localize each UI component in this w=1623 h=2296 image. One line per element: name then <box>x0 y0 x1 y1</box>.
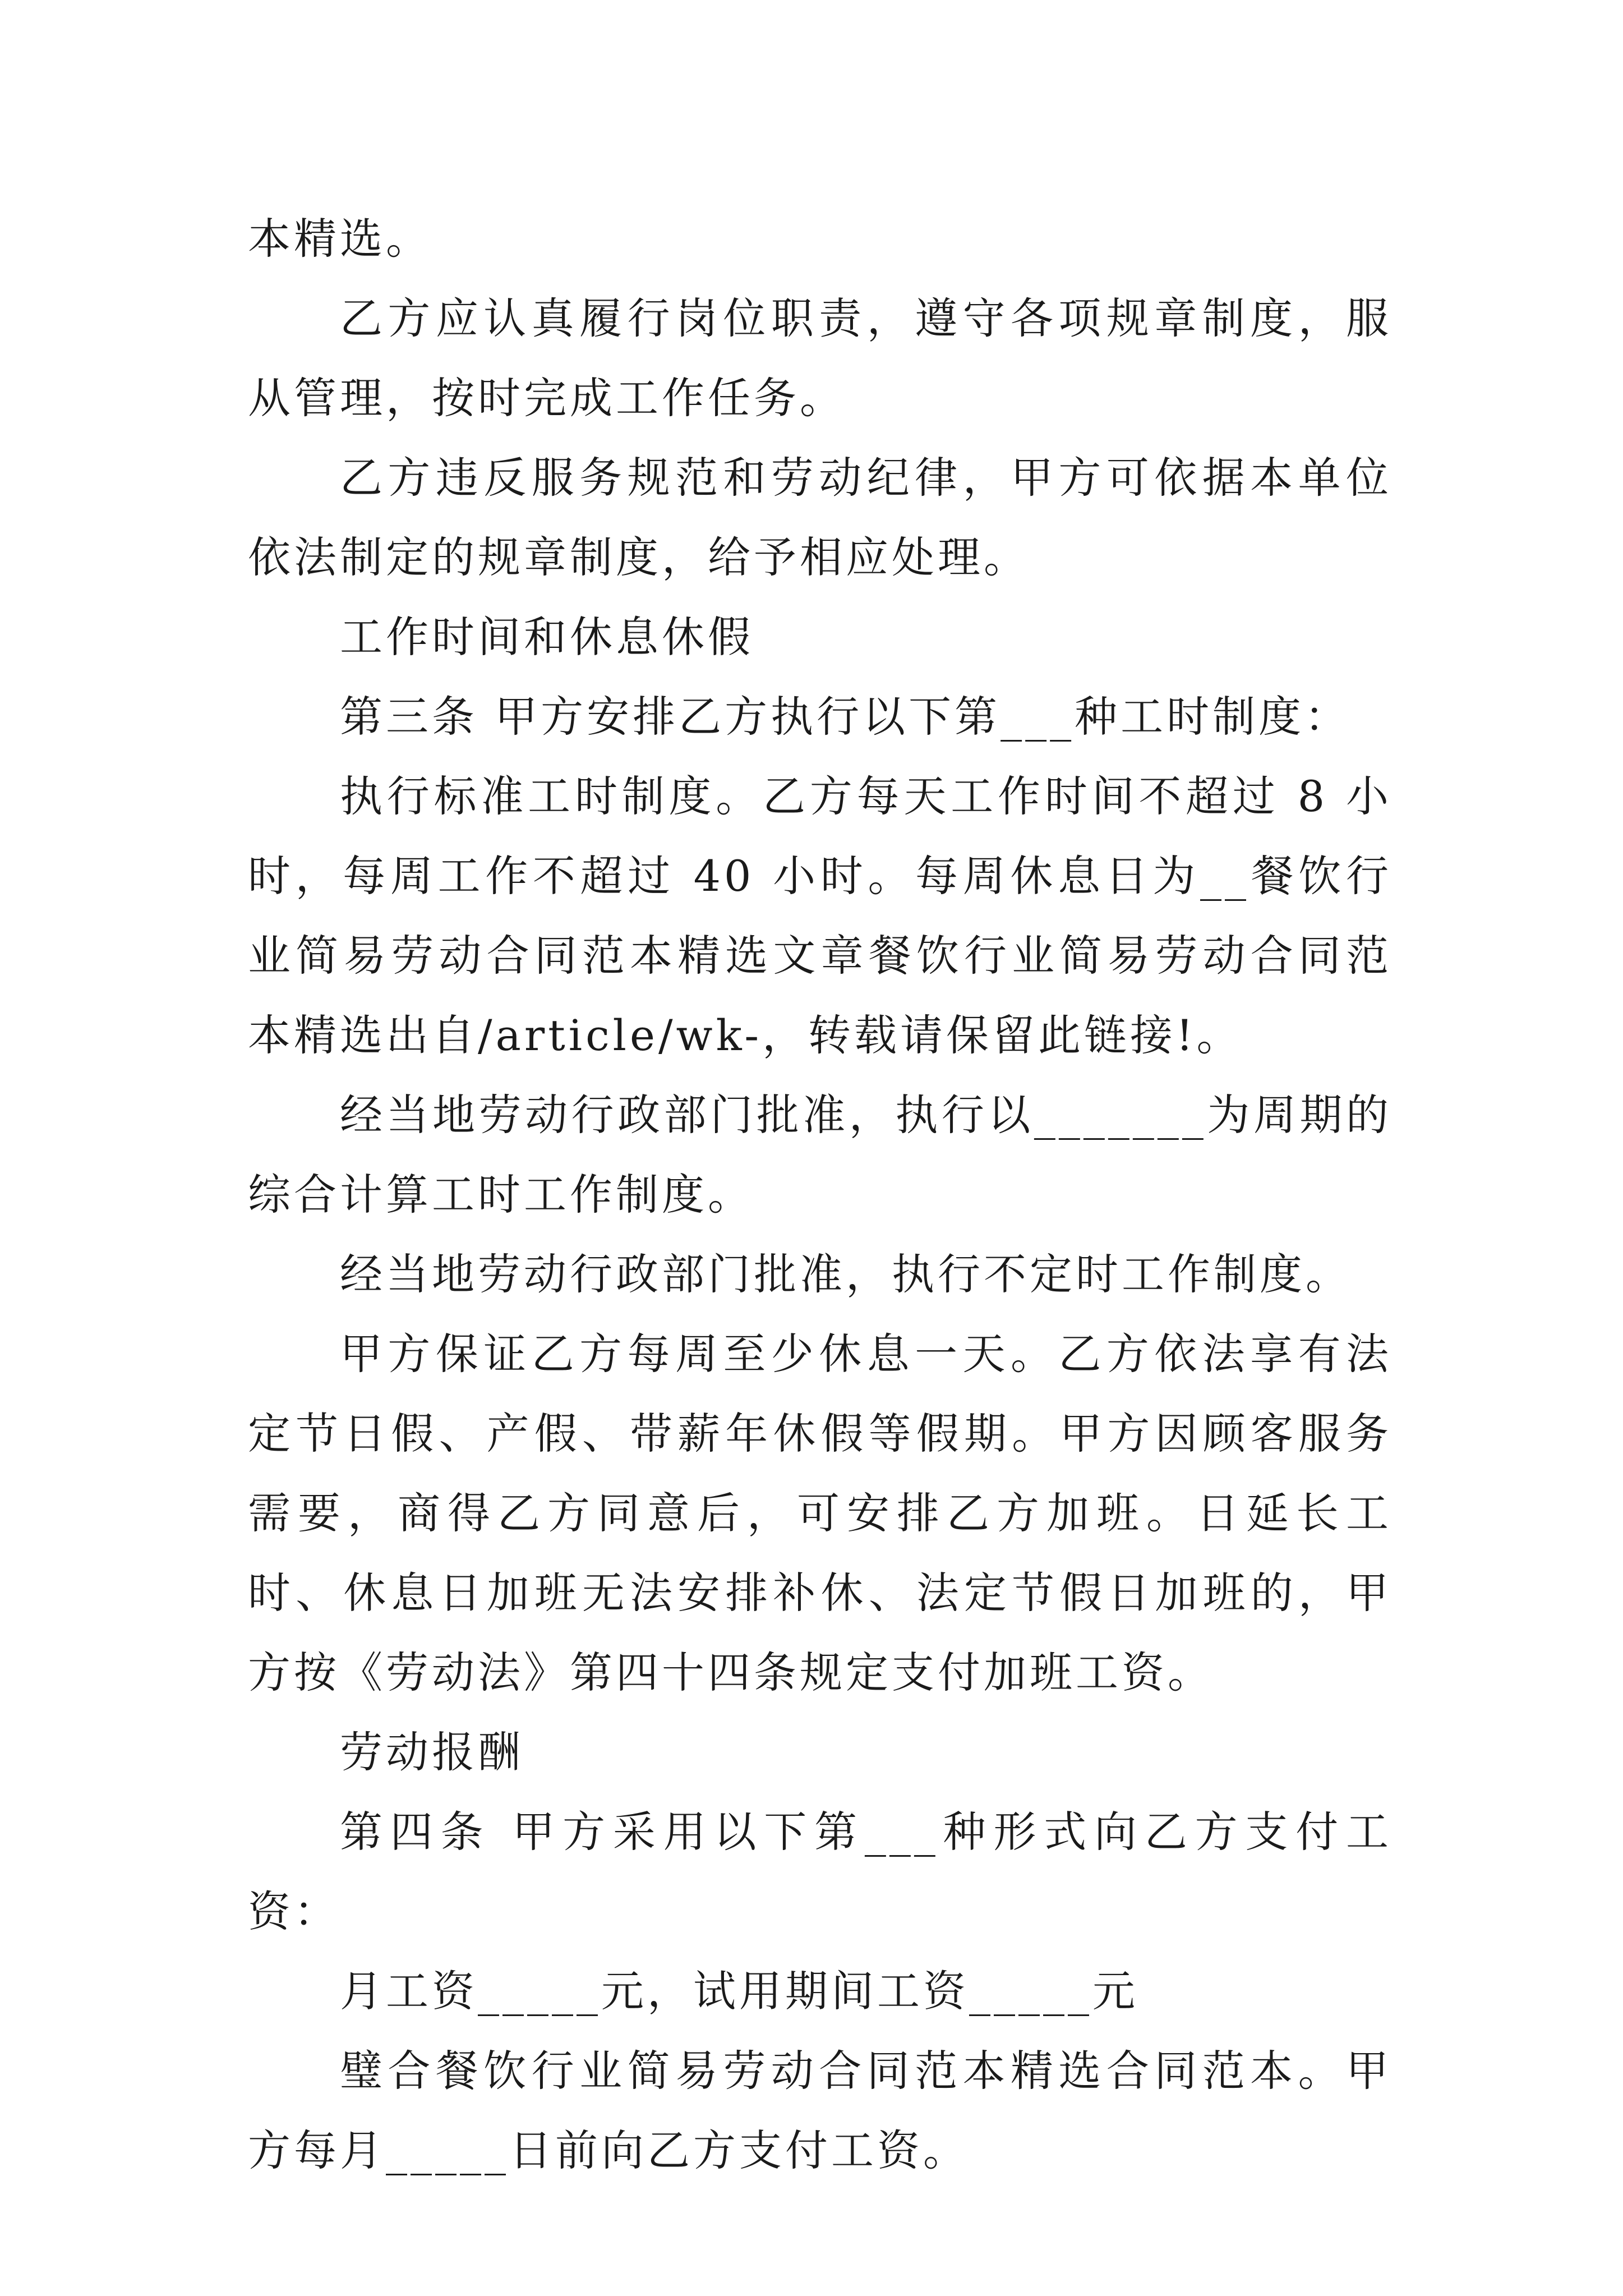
article-3: 第三条 甲方安排乙方执行以下第___种工时制度： <box>340 692 1351 742</box>
paragraph-comprehensive-hours: 经当地劳动行政部门批准，执行以_______为周期的综合计算工时工作制度。 <box>248 1090 1392 1220</box>
paragraph-2: 乙方应认真履行岗位职责，遵守各项规章制度，服从管理，按时完成工作任务。 <box>248 293 1392 423</box>
paragraph-1: 本精选。 <box>248 214 432 264</box>
section-heading-remuneration: 劳动报酬 <box>340 1727 524 1777</box>
paragraph-3: 乙方违反服务规范和劳动纪律，甲方可依据本单位依法制定的规章制度，给予相应处理。 <box>248 453 1392 582</box>
paragraph-standard-hours: 执行标准工时制度。乙方每天工作时间不超过 8 小时，每周工作不超过 40 小时。每周休息日为__餐饮行业简易劳动合同范本精选文章餐饮行业简易劳动合同范本精选出自/article/wk-，转载请保留此链接!。 <box>248 771 1392 1060</box>
document-body <box>248 199 1392 2191</box>
section-heading-work-time: 工作时间和休息休假 <box>340 612 754 662</box>
paragraph-pay-date: 璧合餐饮行业简易劳动合同范本精选合同范本。甲方每月_____日前向乙方支付工资。 <box>248 2046 1392 2175</box>
article-4: 第四条 甲方采用以下第___种形式向乙方支付工资： <box>248 1807 1392 1936</box>
paragraph-rest-days: 甲方保证乙方每周至少休息一天。乙方依法享有法定节日假、产假、带薪年休假等假期。甲方因顾客服务需要，商得乙方同意后，可安排乙方加班。日延长工时、休息日加班无法安排补休、法定节假日加班的，甲方按《劳动法》第四十四条规定支付加班工资。 <box>248 1329 1392 1697</box>
paragraph-monthly-wage: 月工资_____元，试用期间工资_____元 <box>340 1966 1138 2016</box>
paragraph-flexible-hours: 经当地劳动行政部门批准，执行不定时工作制度。 <box>340 1249 1352 1299</box>
